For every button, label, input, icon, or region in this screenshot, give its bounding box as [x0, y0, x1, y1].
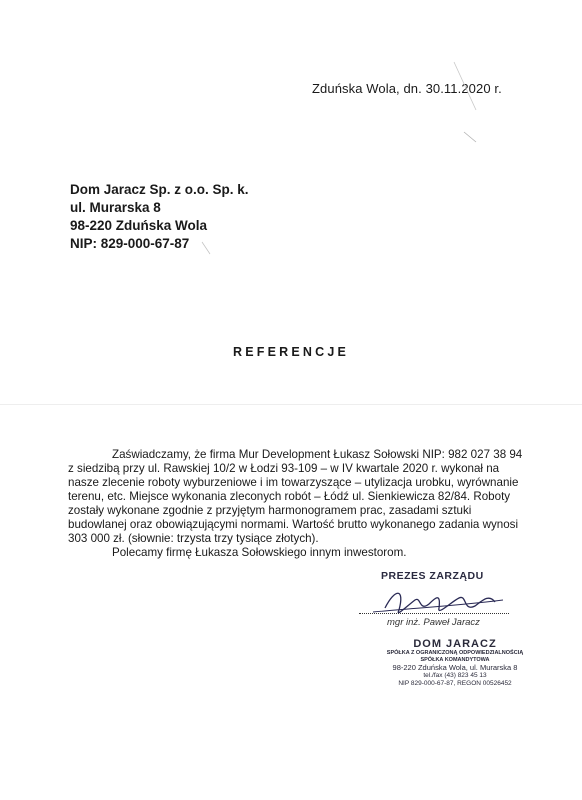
- stamp-phone: tel./fax (43) 823 45 13: [423, 672, 487, 679]
- scan-artifact: [0, 404, 582, 405]
- stamp-address: 98-220 Zduńska Wola, ul. Murarska 8: [392, 663, 518, 672]
- addressee-block: [70, 181, 249, 253]
- signer-name: mgr inż. Paweł Jaracz: [387, 617, 480, 628]
- signature-line: [359, 613, 509, 614]
- stamp-ids: NIP 829-000-67-87, REGON 00526452: [398, 680, 512, 687]
- scan-artifact: [462, 130, 482, 150]
- scan-artifact: [446, 60, 486, 120]
- company-stamp: [380, 638, 530, 688]
- addressee-nip: NIP: 829-000-67-87: [70, 236, 190, 251]
- addressee-city: 98-220 Zduńska Wola: [70, 218, 208, 233]
- signature-title: PREZES ZARZĄDU: [381, 570, 484, 582]
- document-heading: REFERENCJE: [232, 345, 350, 359]
- scan-artifact: [200, 240, 220, 260]
- addressee-street: ul. Murarska 8: [70, 200, 161, 215]
- addressee-company: Dom Jaracz Sp. z o.o. Sp. k.: [70, 182, 249, 197]
- place-date: Zduńska Wola, dn. 30.11.2020 r.: [312, 81, 502, 96]
- body-paragraph: Polecamy firmę Łukasza Sołowskiego innym inwestorom.: [112, 546, 407, 559]
- stamp-legal-form-2: SPÓŁKA KOMANDYTOWA: [420, 656, 490, 663]
- letter-body: [68, 448, 528, 560]
- stamp-company-name: DOM JARACZ: [413, 638, 497, 650]
- body-paragraph: Zaświadczamy, że firma Mur Development Łukasz Sołowski NIP: 982 027 38 94 z siedzibą przy ul. Rawskiej 10/2 w Łodzi 93-109 – w IV kwartale 2020 r. wykonał na nasze zlecenie roboty wyburzeniowe i im towarzyszące – utylizacja urobku, wyrównanie terenu, etc. Miejsce wykonania zleconych robót – Łódź ul. Sienkiewicza 82/84. Roboty zostały wykonane zgodnie z przyjętym harmonogramem prac, zasadami sztuki budowlanej oraz obowiązującymi normami. Wartość brutto wykonanego zadania wynosi 303 000 zł. (słownie: trzysta trzy tysiące złotych).: [68, 448, 523, 545]
- stamp-legal-form: SPÓŁKA Z OGRANICZONĄ ODPOWIEDZIALNOŚCIĄ: [386, 650, 524, 656]
